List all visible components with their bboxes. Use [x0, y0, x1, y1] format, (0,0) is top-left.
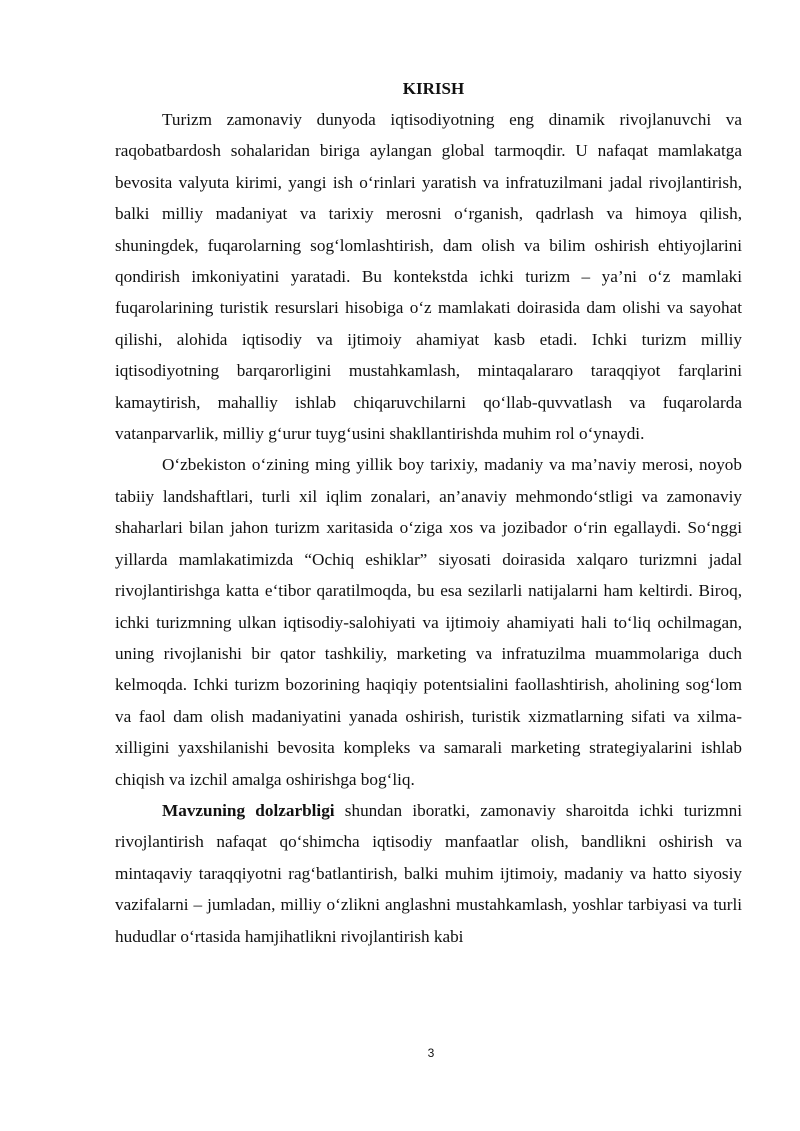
paragraph-2-text: O‘zbekiston o‘zining ming yillik boy tarixiy, madaniy va ma’naviy merosi, noyob tabiiy landshaftlari, turli xil iqlim zonalari, an’anaviy mehmondo‘stligi va zamonaviy shaharlari bilan jahon turizm xaritasida o‘ziga xos va jozibador o‘rin egallaydi. So‘nggi yillarda mamlakatimizda “Ochiq eshiklar” siyosati doirasida xalqaro turizmni jadal rivojlantirishga katta e‘tibor qaratilmoqda, bu esa sezilarli natijalarni ham keltirdi. Biroq, ichki turizmning ulkan iqtisodiy-salohiyati va ijtimoiy ahamiyati hali to‘liq ochilmagan, uning rivojlanishi bir qator tashkiliy, marketing va infratuzilma muammolariga duch kelmoqda. Ichki turizm bozorining haqiqiy potentsialini faollashtirish, aholining sog‘lom va faol dam olish madaniyatini yanada oshirish, turistik xizmatlarning sifati va xilma-xilligini yaxshilanishi bevosita kompleks va samarali marketing strategiyalarini ishlab chiqish va izchil amalga oshirishga bog‘liq. — [115, 455, 742, 789]
document-page — [115, 74, 742, 952]
paragraph-2 — [115, 449, 742, 794]
paragraph-1-text: Turizm zamonaviy dunyoda iqtisodiyotning eng dinamik rivojlanuvchi va raqobatbardosh sohalaridan biriga aylangan global tarmoqdir. U nafaqat mamlakatga bevosita valyuta kirimi, yangi ish o‘rinlari yaratish va infratuzilmani jadal rivojlantirish, balki milliy madaniyat va tarixiy merosni o‘rganish, qadrlash va himoya qilish, shuningdek, fuqarolarning sog‘lomlashtirish, dam olish va bilim oshirish ehtiyojlarini qondirish imkoniyatini yaratadi. Bu kontekstda ichki turizm – ya’ni o‘z mamlaki fuqarolarining turistik resurslari hisobiga o‘z mamlakati doirasida dam olishi va sayohat qilishi, alohida iqtisodiy va ijtimoiy ahamiyat kasb etadi. Ichki turizm milliy iqtisodiyotning barqarorligini mustahkamlash, mintaqalararo taraqqiyot farqlarini kamaytirish, mahalliy ishlab chiqaruvchilarni qo‘llab-quvvatlash va fuqarolarda vatanparvarlik, milliy g‘urur tuyg‘usini shakllantirishda muhim rol o‘ynaydi. — [115, 110, 742, 444]
paragraph-3 — [115, 795, 742, 952]
page-number: 3 — [427, 1046, 435, 1060]
paragraph-3-lead: Mavzuning dolzarbligi — [162, 800, 335, 820]
section-title: KIRISH — [402, 79, 465, 98]
paragraph-3-text: shundan iboratki, zamonaviy sharoitda ichki turizmni rivojlantirish nafaqat qo‘shimcha iqtisodiy manfaatlar olish, bandlikni oshirish va mintaqaviy taraqqiyotni rag‘batlantirish, balki muhim ijtimoiy, madaniy va hatto siyosiy vazifalarni – jumladan, milliy o‘zlikni anglashni mustahkamlash, yoshlar tarbiyasi va turli hududlar o‘rtasida hamjihatlikni rivojlantirish kabi — [115, 800, 742, 946]
paragraph-1 — [115, 104, 742, 449]
